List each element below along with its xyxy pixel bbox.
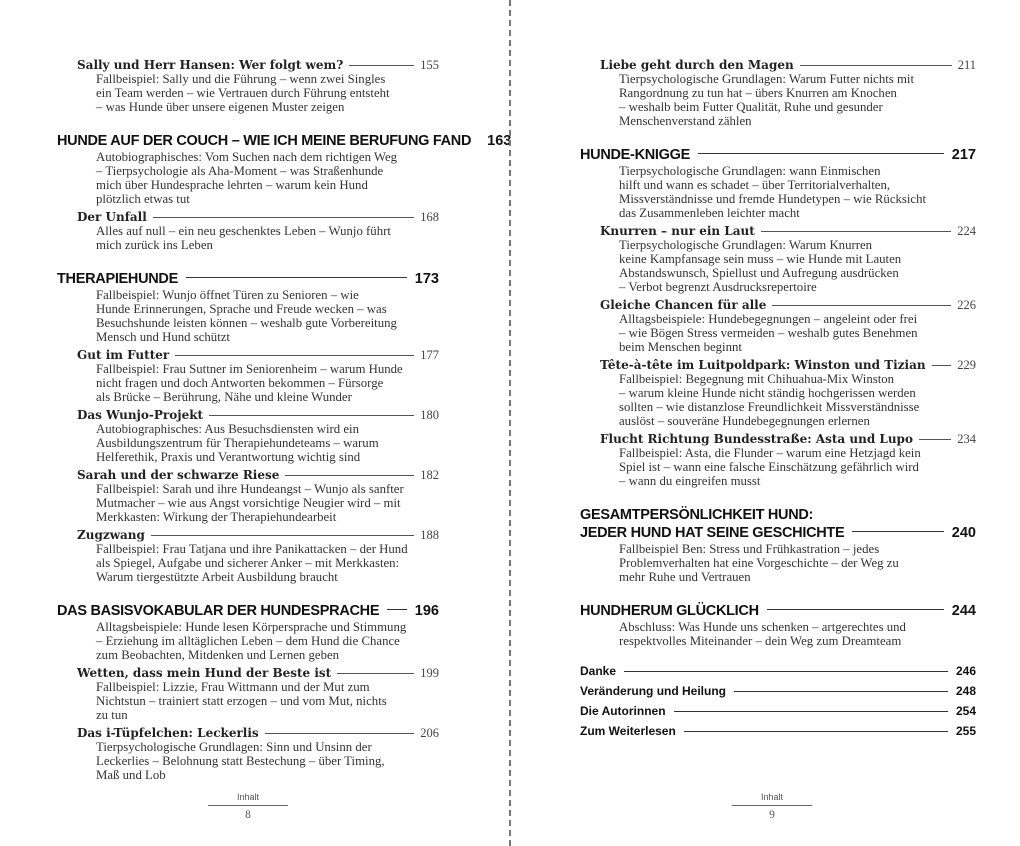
- description-line: Alltagsbeispiele: Hundebegegnungen – angeleint oder frei: [619, 312, 918, 326]
- section-page-number: 188: [420, 528, 439, 542]
- leader-line: [852, 531, 943, 532]
- leader-line: [175, 355, 414, 356]
- description-line: – warum kleine Hunde nicht ständig hochgerissen werden: [619, 386, 916, 400]
- backmatter-entry[interactable]: [580, 724, 976, 738]
- entry-description: [96, 150, 439, 206]
- description-line: als Brücke – Berührung, Nähe und kleine Wunder: [96, 390, 352, 404]
- description-line: mich über Hundesprache lehrten – warum kein Hund: [96, 178, 368, 192]
- section-heading: [600, 298, 976, 312]
- entry-description: [619, 372, 976, 428]
- description-line: Autobiographisches: Aus Besuchsdiensten wird ein: [96, 422, 360, 436]
- entry-description: [96, 422, 439, 464]
- toc-entry[interactable]: [57, 468, 439, 524]
- section-page-number: 224: [957, 224, 976, 238]
- section-title: Gut im Futter: [77, 348, 170, 362]
- leader-line: [265, 733, 415, 734]
- description-line: mich zurück ins Leben: [96, 238, 213, 252]
- leader-line: [153, 217, 414, 218]
- entry-description: [619, 620, 976, 648]
- toc-entry[interactable]: [57, 210, 439, 252]
- description-line: Fallbeispiel Ben: Stress und Frühkastration – jedes: [619, 542, 880, 556]
- backmatter-title: Danke: [580, 664, 617, 678]
- backmatter-page-number: 255: [955, 724, 976, 738]
- section-page-number: 226: [957, 298, 976, 312]
- description-line: Fallbeispiel: Lizzie, Frau Wittmann und der Mut zum: [96, 680, 370, 694]
- description-line: Abschluss: Was Hunde uns schenken – artgerechtes und: [619, 620, 906, 634]
- section-heading: [77, 348, 439, 362]
- section-heading: [77, 666, 439, 680]
- backmatter-entry[interactable]: [580, 664, 976, 678]
- description-line: Helferethik, Praxis und Verantwortung wichtig sind: [96, 450, 361, 464]
- description-line: Mensch und Hund schützt: [96, 330, 230, 344]
- leader-line: [772, 305, 951, 306]
- toc-entry[interactable]: [57, 270, 439, 344]
- entry-description: [96, 740, 439, 782]
- description-line: – was Hunde über unsere eigenen Muster zeigen: [96, 100, 345, 114]
- chapter-heading: [580, 524, 976, 542]
- section-page-number: 180: [420, 408, 439, 422]
- description-line: Tierpsychologische Grundlagen: Warum Futter nichts mit: [619, 72, 915, 86]
- leader-line: [761, 231, 951, 232]
- section-heading: [77, 408, 439, 422]
- toc-entry[interactable]: [57, 666, 439, 722]
- section-title: Das Wunjo-Projekt: [77, 408, 204, 422]
- description-line: keine Kampfansage sein muss – wie Hunde mit Lauten: [619, 252, 902, 266]
- section-title: Der Unfall: [77, 210, 147, 224]
- description-line: Fallbeispiel: Wunjo öffnet Türen zu Senioren – wie: [96, 288, 359, 302]
- description-line: das Zusammenleben leichter macht: [619, 206, 800, 220]
- section-heading: [77, 468, 439, 482]
- description-line: zum Beobachten, Mitdenken und Lernen geben: [96, 648, 340, 662]
- chapter-heading: [57, 270, 439, 288]
- leader-line: [186, 277, 407, 278]
- toc-entry[interactable]: [580, 298, 976, 354]
- description-line: Nichtstun – trainiert statt erzogen – und vom Mut, nichts: [96, 694, 387, 708]
- left-toc-column: [57, 58, 512, 782]
- description-line: Hunde Erinnerungen, Sprache und Freude wecken – was: [96, 302, 387, 316]
- toc-entry[interactable]: [57, 602, 439, 662]
- section-title: Zugzwang: [77, 528, 145, 542]
- leader-line: [698, 153, 944, 154]
- footer-label: Inhalt: [208, 792, 288, 806]
- entry-description: [96, 362, 439, 404]
- leader-line: [674, 711, 948, 712]
- chapter-title: DAS BASISVOKABULAR DER HUNDESPRACHE: [57, 603, 380, 619]
- leader-line: [624, 671, 948, 672]
- leader-line: [734, 691, 948, 692]
- section-page-number: 234: [957, 432, 976, 446]
- description-line: Warum tiergestützte Arbeit Ausbildung braucht: [96, 570, 338, 584]
- section-title: Sally und Herr Hansen: Wer folgt wem?: [77, 58, 344, 72]
- chapter-page-number: 244: [951, 603, 976, 619]
- leader-line: [932, 365, 952, 366]
- section-title: Sarah und der schwarze Riese: [77, 468, 280, 482]
- description-line: Ausbildungszentrum für Therapiehundeteams – warum: [96, 436, 379, 450]
- description-line: auslöst – souveräne Hundebegegnungen erlernen: [619, 414, 870, 428]
- description-line: Menschenverstand zählen: [619, 114, 752, 128]
- description-line: zu tun: [96, 708, 128, 722]
- entry-description: [96, 680, 439, 722]
- leader-line: [151, 535, 414, 536]
- section-heading: [77, 528, 439, 542]
- section-page-number: 182: [420, 468, 439, 482]
- description-line: Fallbeispiel: Frau Tatjana und ihre Panikattacken – der Hund: [96, 542, 408, 556]
- leader-line: [285, 475, 414, 476]
- section-heading: [77, 210, 439, 224]
- section-page-number: 168: [420, 210, 439, 224]
- entry-description: [96, 482, 439, 524]
- entry-description: [96, 72, 439, 114]
- description-line: respektvolles Miteinander – dein Weg zum Dreamteam: [619, 634, 902, 648]
- section-page-number: 206: [420, 726, 439, 740]
- chapter-title: THERAPIEHUNDE: [57, 271, 178, 287]
- section-page-number: 199: [420, 666, 439, 680]
- entry-description: [619, 72, 976, 128]
- page-number: 8: [245, 809, 251, 821]
- section-page-number: 211: [957, 58, 976, 72]
- description-line: – weshalb beim Futter Qualität, Ruhe und gesunder: [619, 100, 883, 114]
- section-title: Gleiche Chancen für alle: [600, 298, 767, 312]
- chapter-heading: [580, 602, 976, 620]
- chapter-page-number: 196: [414, 603, 439, 619]
- description-line: Rangordnung zu tun hat – übers Knurren am Knochen: [619, 86, 897, 100]
- entry-description: [96, 288, 439, 344]
- section-title: Knurren – nur ein Laut: [600, 224, 755, 238]
- description-line: sollten – wie distanzlose Freundlichkeit Missverständnisse: [619, 400, 920, 414]
- chapter-title: GESAMTPERSÖNLICHKEIT HUND:: [580, 507, 814, 523]
- chapter-title: HUNDE AUF DER COUCH – WIE ICH MEINE BERUFUNG FAND: [57, 133, 472, 149]
- toc-entry[interactable]: [580, 506, 976, 584]
- description-line: ein Team werden – wie Vertrauen durch Führung entsteht: [96, 86, 390, 100]
- chapter-title: HUNDHERUM GLÜCKLICH: [580, 603, 759, 619]
- right-page: [512, 0, 1020, 846]
- description-line: Missverständnisse und fremde Hundetypen – wie Rücksicht: [619, 192, 927, 206]
- toc-entry[interactable]: [580, 602, 976, 648]
- section-heading: [600, 224, 976, 238]
- toc-entry[interactable]: [580, 224, 976, 294]
- chapter-page-number: 173: [414, 271, 439, 287]
- description-line: – Tierpsychologie als Aha-Moment – was Straßenhunde: [96, 164, 384, 178]
- backmatter-title: Veränderung und Heilung: [580, 684, 727, 698]
- description-line: Spiel ist – wann eine falsche Einschätzung gefährlich wird: [619, 460, 919, 474]
- entry-description: [96, 542, 439, 584]
- toc-entry[interactable]: [57, 726, 439, 782]
- description-line: Fallbeispiel: Sarah und ihre Hundeangst – Wunjo als sanfter: [96, 482, 404, 496]
- section-title: Liebe geht durch den Magen: [600, 58, 794, 72]
- chapter-title: JEDER HUND HAT SEINE GESCHICHTE: [580, 525, 845, 541]
- leader-line: [349, 65, 414, 66]
- chapter-heading: [57, 132, 512, 150]
- backmatter-title: Zum Weiterlesen: [580, 724, 676, 738]
- leader-line: [387, 609, 407, 610]
- description-line: Fallbeispiel: Begegnung mit Chihuahua-Mix Winston: [619, 372, 895, 386]
- toc-entry[interactable]: [57, 528, 439, 584]
- chapter-heading: [57, 602, 439, 620]
- toc-entry[interactable]: [57, 348, 439, 404]
- description-line: Fallbeispiel: Frau Suttner im Seniorenheim – warum Hunde: [96, 362, 403, 376]
- toc-entry[interactable]: [57, 132, 512, 206]
- entry-description: [619, 312, 976, 354]
- section-title: Tête-à-tête im Luitpoldpark: Winston und Tizian: [600, 358, 926, 372]
- leader-line: [800, 65, 952, 66]
- footer-label: Inhalt: [732, 792, 812, 806]
- toc-entry[interactable]: [57, 408, 439, 464]
- description-line: Mutmacher – wie aus Angst vorsichtige Neugier wird – mit: [96, 496, 401, 510]
- entry-description: [619, 164, 976, 220]
- section-title: Flucht Richtung Bundesstraße: Asta und Lupo: [600, 432, 913, 446]
- chapter-title: HUNDE-KNIGGE: [580, 147, 690, 163]
- entry-description: [619, 446, 976, 488]
- right-page-footer: [732, 792, 812, 821]
- left-page-footer: [208, 792, 288, 821]
- backmatter-entry[interactable]: [580, 704, 976, 718]
- chapter-heading: [580, 146, 976, 164]
- leader-line: [337, 673, 414, 674]
- section-title: Das i-Tüpfelchen: Leckerlis: [77, 726, 259, 740]
- entry-description: [96, 620, 439, 662]
- chapter-page-number: 240: [951, 525, 976, 541]
- chapter-page-number: 217: [951, 147, 976, 163]
- description-line: Problemverhalten hat eine Vorgeschichte – der Weg zu: [619, 556, 899, 570]
- section-page-number: 155: [420, 58, 439, 72]
- description-line: Abstandswunsch, Spiellust und Aufregung ausdrücken: [619, 266, 899, 280]
- section-page-number: 229: [957, 358, 976, 372]
- description-line: Besuchshunde leisten können – weshalb gute Vorbereitung: [96, 316, 397, 330]
- leader-line: [767, 609, 944, 610]
- backmatter-list: [580, 664, 976, 738]
- description-line: Autobiographisches: Vom Suchen nach dem richtigen Weg: [96, 150, 398, 164]
- description-line: nicht fragen und doch Antworten bekommen – Fürsorge: [96, 376, 384, 390]
- backmatter-page-number: 246: [955, 664, 976, 678]
- description-line: – Erziehung im alltäglichen Leben – dem Hund die Chance: [96, 634, 400, 648]
- section-heading: [77, 58, 439, 72]
- leader-line: [684, 731, 948, 732]
- entry-description: [96, 224, 439, 252]
- leader-line: [209, 415, 414, 416]
- description-line: Tierpsychologische Grundlagen: Warum Knurren: [619, 238, 873, 252]
- section-heading: [77, 726, 439, 740]
- section-heading: [600, 432, 976, 446]
- description-line: mehr Ruhe und Vertrauen: [619, 570, 751, 584]
- description-line: Merkkasten: Wirkung der Therapiehundearbeit: [96, 510, 337, 524]
- description-line: Alles auf null – ein neu geschenktes Leben – Wunjo führt: [96, 224, 391, 238]
- description-line: – Verbot begrenzt Ausdrucksrepertoire: [619, 280, 817, 294]
- description-line: plötzlich etwas tut: [96, 192, 190, 206]
- description-line: Leckerlies – Belohnung statt Bestechung – über Timing,: [96, 754, 385, 768]
- description-line: hilft und wann es schadet – über Territorialverhalten,: [619, 178, 891, 192]
- section-heading: [600, 58, 976, 72]
- toc-entry[interactable]: [580, 358, 976, 428]
- section-page-number: 177: [420, 348, 439, 362]
- toc-entry[interactable]: [580, 146, 976, 220]
- toc-entry[interactable]: [57, 58, 439, 114]
- description-line: Tierpsychologische Grundlagen: wann Einmischen: [619, 164, 881, 178]
- entry-description: [619, 542, 976, 584]
- description-line: als Spiegel, Aufgabe und sicherer Anker – mit Merkkasten:: [96, 556, 400, 570]
- description-line: Fallbeispiel: Sally und die Führung – wenn zwei Singles: [96, 72, 386, 86]
- description-line: – wie Bögen Stress vermeiden – weshalb gutes Benehmen: [619, 326, 918, 340]
- right-toc-column: [580, 58, 976, 744]
- page-divider: [509, 0, 511, 846]
- leader-line: [919, 439, 951, 440]
- backmatter-page-number: 254: [955, 704, 976, 718]
- toc-entry[interactable]: [580, 432, 976, 488]
- description-line: Maß und Lob: [96, 768, 166, 782]
- description-line: – wann du eingreifen musst: [619, 474, 761, 488]
- toc-entry[interactable]: [580, 58, 976, 128]
- page-number: 9: [769, 809, 775, 821]
- backmatter-page-number: 248: [955, 684, 976, 698]
- section-title: Wetten, dass mein Hund der Beste ist: [77, 666, 332, 680]
- description-line: Alltagsbeispiele: Hunde lesen Körpersprache und Stimmung: [96, 620, 407, 634]
- description-line: Fallbeispiel: Asta, die Flunder – warum eine Hetzjagd kein: [619, 446, 921, 460]
- backmatter-entry[interactable]: [580, 684, 976, 698]
- chapter-page-number: 163: [487, 133, 512, 149]
- description-line: beim Menschen beginnt: [619, 340, 742, 354]
- section-heading: [600, 358, 976, 372]
- chapter-heading-line1: [580, 506, 976, 524]
- description-line: Tierpsychologische Grundlagen: Sinn und Unsinn der: [96, 740, 372, 754]
- backmatter-title: Die Autorinnen: [580, 704, 666, 718]
- entry-description: [619, 238, 976, 294]
